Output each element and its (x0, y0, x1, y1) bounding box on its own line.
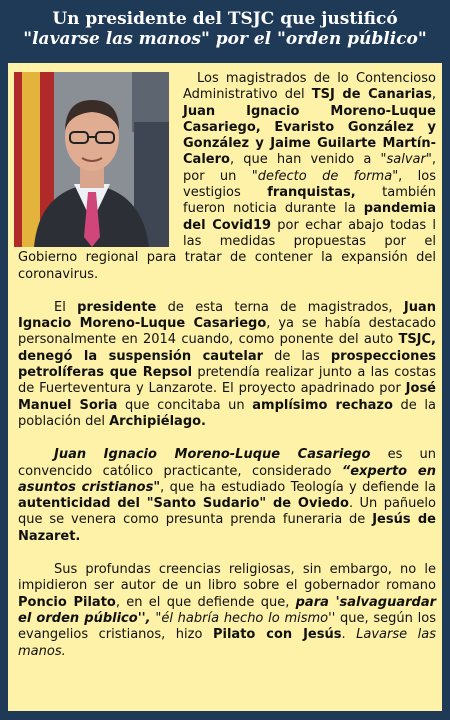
text-run: autenticidad del "Santo Sudario" de Oviedo (18, 496, 349, 512)
text-run: que concitaba un (117, 397, 253, 413)
text-run: Jesús de Nazaret. (18, 512, 436, 544)
text-run: Juan Ignacio Moreno-Luque Casariego (54, 447, 371, 463)
text-run: . (341, 627, 357, 643)
text-run: Poncio Pilato (18, 594, 116, 610)
text-run: , que han venido a (229, 152, 381, 168)
text-run: prospecciones petrolíferas que Repsol (18, 348, 436, 381)
text-run: , ya se había destacado personalmente en 2014 cuando, como ponente del auto (18, 316, 436, 348)
text-run: , en el que defiende que, (115, 594, 296, 610)
article-body (18, 71, 436, 677)
text-run: . Un pañuelo que se venera como presunta prenda funeraria de (18, 496, 436, 528)
text-run: de esta terna de magistrados, (156, 299, 404, 315)
paragraph-2 (18, 300, 436, 430)
text-run: TSJ de Canarias (311, 87, 432, 103)
text-run: , por un (183, 152, 436, 184)
text-run: El (54, 299, 78, 315)
text-run: Lavarse las manos. (18, 627, 437, 659)
text-run: Archipiélago. (109, 413, 206, 429)
text-run: pretendía realizar junto a las costas de Fuerteventura y Lanzarote. El proyecto apadrinado por (18, 365, 436, 397)
text-run: para 'salvaguardar el orden público'', (18, 594, 436, 626)
text-run: Juan Ignacio Moreno-Luque Casariego (18, 299, 436, 332)
article-card (6, 61, 444, 713)
page-header (0, 0, 450, 56)
text-run: por echar abajo todas l las medidas propuestas por el Gobierno regional para tratar de contener la expansión del coronavirus. (18, 217, 437, 282)
text-run: "defecto de forma" (251, 168, 399, 184)
text-run: amplísimo rechazo (252, 397, 393, 413)
paragraph-3 (18, 447, 436, 545)
text-run: presidente (77, 299, 157, 315)
text-run: Sus profundas creencias religiosas, sin embargo, no le impidieron ser autor de un libro sobre el gobernador romano (18, 562, 436, 594)
text-run: Los magistrados de lo Contencioso Administrativo del (183, 71, 436, 103)
text-run: es un convencido católico practicante, considerado (18, 447, 436, 479)
text-run: José Manuel Soria (18, 381, 436, 413)
photo-spacer (18, 71, 183, 249)
paragraph-1 (18, 71, 436, 283)
text-run: “experto en asuntos cristianos" (18, 463, 436, 495)
text-run: , que ha estudiado Teología y defiende la (160, 479, 436, 495)
text-run: franquistas, (267, 185, 356, 201)
text-run: , los vestigios (183, 168, 436, 201)
paragraph-4 (18, 562, 436, 660)
text-run: "salvar" (380, 152, 432, 168)
headline-line-1: Un presidente del TSJC que justificó (52, 9, 398, 29)
text-run: , (431, 87, 436, 103)
headline-line-2: "lavarse las manos" por el "orden público" (23, 29, 427, 49)
text-run: Pilato con Jesús (212, 627, 342, 643)
text-run: pandemia del Covid19 (183, 201, 436, 233)
text-run: "él habría hecho lo mismo'' (155, 610, 336, 626)
text-run: de las (263, 348, 331, 364)
text-run: también fueron noticia durante la (183, 185, 436, 217)
text-run: TSJC, denegó la suspensión cautelar (18, 332, 436, 364)
text-run: de la población del (18, 397, 436, 429)
text-run: Juan Ignacio Moreno-Luque Casariego, Evaristo González y González y Jaime Guilarte Martín-Calero (183, 103, 436, 168)
text-run: que, según los evangelios cristianos, hizo (18, 610, 436, 643)
